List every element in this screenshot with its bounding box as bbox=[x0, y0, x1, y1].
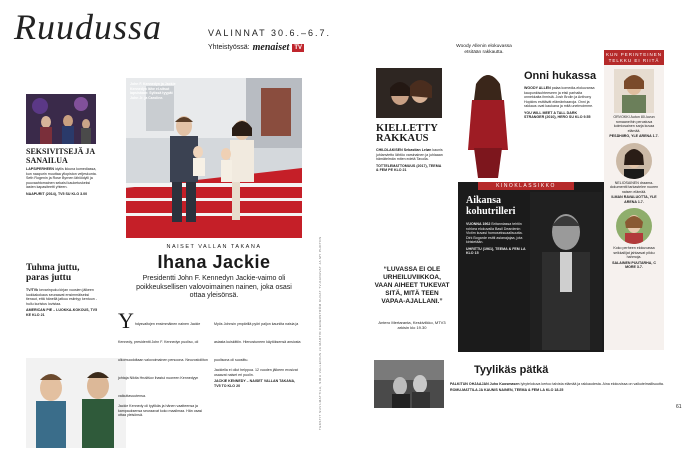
streaming-sidebar bbox=[604, 50, 664, 350]
tuhmajuttu-title: Tuhma juttu, paras juttu bbox=[26, 263, 80, 283]
disobedience-photo bbox=[376, 68, 442, 118]
secret-garden-photo bbox=[616, 208, 652, 244]
jackie-col2-text: Myös Johnsin ympärillä pyöri paljon kauniita naisia ja asiasta kuiskittiin. Hienostuneen käytöksensä ansiosta puolisona oli suosittu. bbox=[214, 322, 301, 362]
kinoklassikko-box bbox=[458, 182, 604, 352]
streaming-item1-credit: PESÄHIIRO, YLE ARENA 1.7. bbox=[609, 134, 659, 138]
date-range: VALINNAT 30.6.–6.7. bbox=[208, 28, 332, 38]
kinoklassikko-title: Aikansa kohutrilleri bbox=[466, 195, 516, 217]
partner-logo: menaiset bbox=[252, 42, 290, 53]
quote-text: “LUVASSA EI OLE URHEILUVIIKKOA, VAAN AIHEET TUKEVAT SITÄ, MITÄ TEEN VAPAA-AJALLANI.” bbox=[374, 266, 450, 305]
onni-text: palaa komedia-elokuvansa kaupunkisuhteeseen ja etsii parhaita onnekkaita ihmisiä. Josh Brolin ja Anthony Hopkins esittävät elämänhaaroja. Onni ja rakkaus ovat kaukana ja mitä unelmoimme. bbox=[524, 86, 595, 108]
jackie-lead: Presidentti John F. Kennedyn Jackie-vaimo oli poikkeuksellisen valovoimainen nainen, joka osasi ottaa yleisönsä. bbox=[136, 275, 292, 299]
kinoklassikko-credit: UHRITTU (1961), TEEMA & FEM LA KLO 15 bbox=[466, 246, 526, 255]
kielletty-body bbox=[376, 148, 444, 173]
page-number: 61 bbox=[676, 404, 682, 410]
kinoklassikko-lead: VUONNA 1962 bbox=[466, 222, 491, 226]
streaming-item1: ORVOKKI Auton 80-luvun romaaneihin perustuva kolmiosainen sarja kuvaa elämää. bbox=[613, 115, 655, 133]
partner-label: Yhteistyössä: bbox=[208, 44, 250, 51]
tyylikas-text: lyhytelokuva kertoo talvista elämää ja rakkaudesta. Aina elokuvissa on vaikutelmallisuutta. bbox=[519, 382, 664, 386]
partner-block bbox=[208, 42, 304, 53]
streaming-item3-credit: SALAINEN PUUTARHA, C MORE 3.7. bbox=[612, 260, 656, 269]
spine-credits: TEKSTIT SUVI-MATTILA, SIRU VALLENIUS JA MARTIN CEDERSTRÖM KUVAT TV-KANAVAT JA MY PHOTOS bbox=[318, 236, 322, 430]
nelio-photo bbox=[616, 143, 652, 179]
streaming-item3: Koko perheen elokuvassa seikkailijat jahtaavat pikku hahmoja. bbox=[613, 246, 655, 259]
partner-tv-logo: TV bbox=[294, 44, 302, 51]
jackie-title: Ihana Jackie bbox=[157, 252, 271, 272]
streaming-item2-credit: ILMAN RAVALUOTTA, YLE ARENA 1.7. bbox=[611, 195, 657, 204]
jackie-kicker: NAISET VALLAN TAKANA bbox=[166, 244, 262, 250]
kinoklassikko-label: KINOKLASSIKKO bbox=[478, 182, 574, 190]
kielletty-text: kaunis juhlanvietto lähtöo varsinainen ja juhlaaan hämätelmän miten edetä Tavolla. bbox=[376, 148, 443, 161]
seksivitseja-body bbox=[26, 167, 98, 196]
jackie-col2b-text: Jackiella ei ollut helppoa. 12 vuoden jälkeen erosivat osaavat naiset eri puolin. bbox=[214, 368, 298, 377]
neighbors-photo bbox=[26, 94, 96, 144]
seksivitseja-title: SEKSIVITSEJÄ JA SANAILUA bbox=[26, 147, 95, 165]
onni-body bbox=[524, 86, 598, 120]
streaming-header: KUN PERINTEINEN TELKKU EI RIITÄ bbox=[604, 50, 664, 65]
jackie-col1-text: hdysvaltojen ensimmäinen nainen Jackie Kennedy, presidentti John F. Kennedyn puoliso, oli ulkomuodoltaan valovoimainen persoona. Neuvostoliiton johtaja Nikita Hruštšov ihastui nuoreen Kennedyyn vaikuttavuutensa. bbox=[118, 322, 208, 398]
tyylikas-credit: ROMU-MATTILA JA KAUNIS NAINEN, TEEMA & FEM LA KLO 18.25 bbox=[450, 387, 564, 392]
kielletty-credit: TOTTELEMATTOMUUS (2017), TEEMA & FEM PE KLO 21 bbox=[376, 163, 442, 172]
onni-credit: YOU WILL MEET A TALL DARK STRANGER (2010), HERO SU KLO 9.55 bbox=[524, 110, 591, 119]
seksivitseja-text: idyllis ikkuna komediassa, kun naapurin muuttaa yllopiston veljeskunta. Seth Rogenin ja Rose Byrnen lähiöidylli ja puuvaahtomainen sekaisi kauketuskeksi lasten kapasiteetti yhteen. bbox=[26, 167, 97, 189]
tuhmajuttu-body bbox=[26, 288, 98, 317]
jackie-dropcap: Y bbox=[118, 308, 134, 333]
romu-mattila-photo bbox=[374, 360, 444, 408]
jackie-col1b-text: Jackie Kennedy oli tyylikäs ja hänen vaatteensa ja kampauksensa seuraavat koko maailmaa. Hän osasi ottaa yleisönsä. bbox=[118, 404, 203, 417]
kennedy-family-photo bbox=[126, 78, 302, 238]
streaming-item2: NELIOSAINEN draama-dokumentti tarkastelee nuoren naisen elämää. bbox=[609, 180, 659, 194]
jackie-credit: JACKIE KENNEDY – NAISET VALLAN TAKANA, TV5 TO KLO 20 bbox=[214, 379, 296, 388]
woody-caption: Woody Allenin elokuvassa etsitään rakkautta. bbox=[456, 44, 512, 55]
american-pie-photo bbox=[26, 358, 126, 448]
tuhmajuttu-lead: TV/TVk bbox=[26, 288, 39, 292]
kielletty-names: Sebastian Leløn bbox=[403, 148, 432, 152]
seksivitseja-lead: LAPSIPERHEEN bbox=[26, 167, 54, 171]
orvokki-photo bbox=[614, 69, 654, 113]
seksivitseja-credit: NAAPURIT (2014), TV5 SU KLO 3.00 bbox=[26, 191, 88, 196]
kennedy-photo-caption: John F. Kennedyn ja Jackie Kennedyn lähe el-sitsut lapsistaan: Sylissä tyypät John Jr. ja Caroline. bbox=[130, 82, 176, 100]
jackie-col2 bbox=[214, 312, 302, 388]
section-logo: Ruudussa bbox=[14, 7, 163, 47]
victim-photo bbox=[530, 192, 602, 350]
tyylikas-title: Tyylikäs pätkä bbox=[474, 364, 549, 376]
onni-title: Onni hukassa bbox=[524, 70, 597, 82]
quote-author: Antero Mertaranta, Keskiviikko, MTV3 arkisin klo 19.30 bbox=[378, 320, 446, 330]
kielletty-title: KIELLETTY RAKKAUS bbox=[376, 123, 438, 144]
kinoklassikko-text: Britanniassa tehtiin rohkea elokuvalla Basil Deardenin Victim kuvasi homoseksuaalisuutta. Dirk Bogarde esitti asianajajaa, jota kiristetään. bbox=[466, 222, 523, 244]
kielletty-lead: CHILDLAKISEN bbox=[376, 148, 403, 152]
onni-lead: WOODY ALLEN bbox=[524, 86, 551, 90]
woody-allen-photo bbox=[456, 70, 518, 180]
tuhmajuttu-credit: AMERICAN PIE – LUOKKA-KOKOUS, TV5 KE KLO 21 bbox=[26, 308, 98, 317]
jackie-col1 bbox=[118, 308, 208, 418]
tyylikas-body bbox=[450, 382, 666, 392]
tyylikas-lead: PALKITUN OHJAAJAN bbox=[450, 382, 489, 386]
tyylikas-names: Juho Kuosmasen bbox=[489, 382, 520, 386]
kinoklassikko-body bbox=[466, 222, 526, 256]
tuhmajuttu-text: kevarinpuku kirjan vuosien jälkeen luokkakokaus seuraavat ensimmäiseksi tienaut, että hänellä jatkuu esiintyy kentuun - hullu kuristus lovistaa. bbox=[26, 288, 97, 306]
